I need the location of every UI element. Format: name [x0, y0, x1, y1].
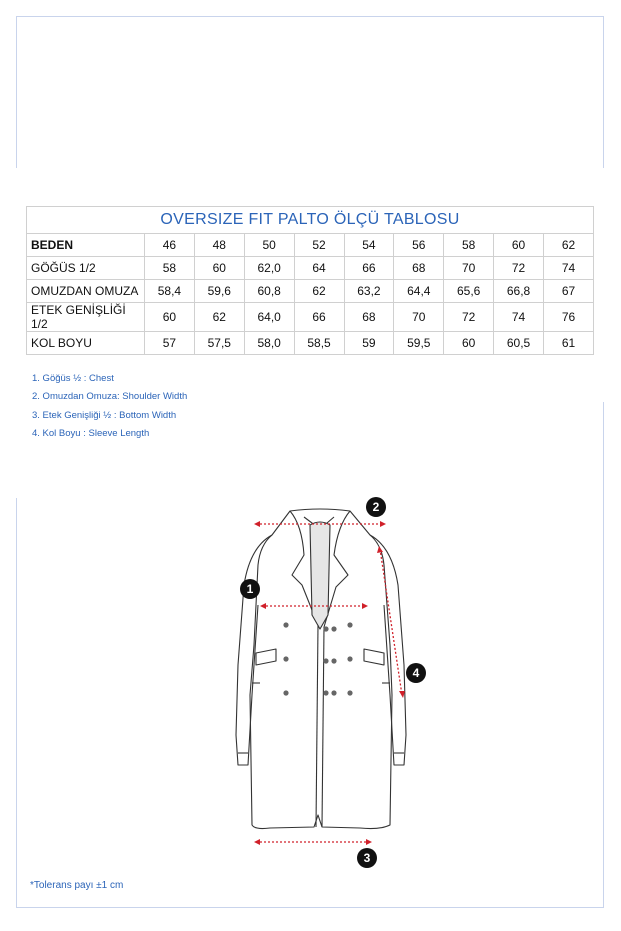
table-cell: 58,4	[145, 280, 195, 303]
table-cell: 60	[194, 257, 244, 280]
table-cell: 74	[494, 303, 544, 332]
table-cell: 58,0	[244, 332, 294, 355]
table-cell: 64,4	[394, 280, 444, 303]
table-cell: 64,0	[244, 303, 294, 332]
coat-outline	[236, 509, 406, 829]
table-cell: 59,5	[394, 332, 444, 355]
table-cell: 60,8	[244, 280, 294, 303]
marker-4-label: 4	[412, 666, 420, 680]
table-cell: 60	[494, 234, 544, 257]
table-cell: 72	[444, 303, 494, 332]
table-row	[27, 332, 594, 355]
legend-item-bottom: 3. Etek Genişliği ½ : Bottom Width	[32, 409, 177, 421]
table-cell: 72	[494, 257, 544, 280]
table-cell: 68	[344, 303, 394, 332]
table-cell: 61	[544, 332, 594, 355]
legend-item-sleeve: 4. Kol Boyu : Sleeve Length	[32, 427, 150, 439]
table-title: OVERSIZE FIT PALTO ÖLÇÜ TABLOSU	[27, 207, 594, 234]
table-cell: 60	[444, 332, 494, 355]
table-cell: 68	[394, 257, 444, 280]
table-cell: 70	[444, 257, 494, 280]
frame-left-bottom	[16, 498, 17, 908]
row-label: OMUZDAN OMUZA	[27, 280, 145, 303]
table-cell: 62	[544, 234, 594, 257]
marker-4	[406, 663, 426, 683]
table-row	[27, 257, 594, 280]
table-cell: 59	[344, 332, 394, 355]
table-cell: 65,6	[444, 280, 494, 303]
table-cell: 70	[394, 303, 444, 332]
tolerance-note: *Tolerans payı ±1 cm	[30, 880, 124, 891]
table-cell: 54	[344, 234, 394, 257]
table-cell: 62	[294, 280, 344, 303]
frame-right-bottom	[603, 402, 604, 908]
frame-top	[16, 16, 604, 17]
table-cell: 66	[344, 257, 394, 280]
table-cell: 48	[194, 234, 244, 257]
legend-item-chest: 1. Göğüs ½ : Chest	[32, 373, 114, 384]
table-cell: 76	[544, 303, 594, 332]
row-label: GÖĞÜS 1/2	[27, 257, 145, 280]
table-cell: 62,0	[244, 257, 294, 280]
row-label: BEDEN	[27, 234, 145, 257]
table-cell: 67	[544, 280, 594, 303]
table-cell: 58	[444, 234, 494, 257]
frame-bottom	[16, 907, 604, 908]
table-cell: 74	[544, 257, 594, 280]
table-row	[27, 280, 594, 303]
row-label: ETEK GENİŞLİĞİ 1/2	[27, 303, 145, 332]
legend-item-shoulder: 2. Omuzdan Omuza: Shoulder Width	[32, 391, 188, 403]
marker-2-label: 2	[372, 500, 380, 514]
table-cell: 58,5	[294, 332, 344, 355]
table-cell: 58	[145, 257, 195, 280]
marker-1-label: 1	[246, 582, 254, 596]
table-cell: 60	[145, 303, 195, 332]
table-cell: 60,5	[494, 332, 544, 355]
coat-illustration	[230, 495, 430, 880]
marker-2	[366, 497, 386, 517]
table-cell: 63,2	[344, 280, 394, 303]
table-cell: 52	[294, 234, 344, 257]
size-chart-table	[26, 206, 594, 355]
frame-right-top	[603, 16, 604, 168]
table-cell: 66	[294, 303, 344, 332]
table-cell: 46	[145, 234, 195, 257]
table-title-row	[27, 207, 594, 234]
marker-3-label: 3	[363, 851, 371, 865]
table-cell: 66,8	[494, 280, 544, 303]
table-cell: 57,5	[194, 332, 244, 355]
table-row	[27, 234, 594, 257]
marker-1	[240, 579, 260, 599]
frame-left-top	[16, 16, 17, 168]
table-cell: 57	[145, 332, 195, 355]
table-cell: 62	[194, 303, 244, 332]
table-row	[27, 303, 594, 332]
table-cell: 59,6	[194, 280, 244, 303]
measurement-legend	[32, 370, 187, 443]
table-cell: 64	[294, 257, 344, 280]
marker-3	[357, 848, 377, 868]
table-cell: 50	[244, 234, 294, 257]
table-cell: 56	[394, 234, 444, 257]
row-label: KOL BOYU	[27, 332, 145, 355]
